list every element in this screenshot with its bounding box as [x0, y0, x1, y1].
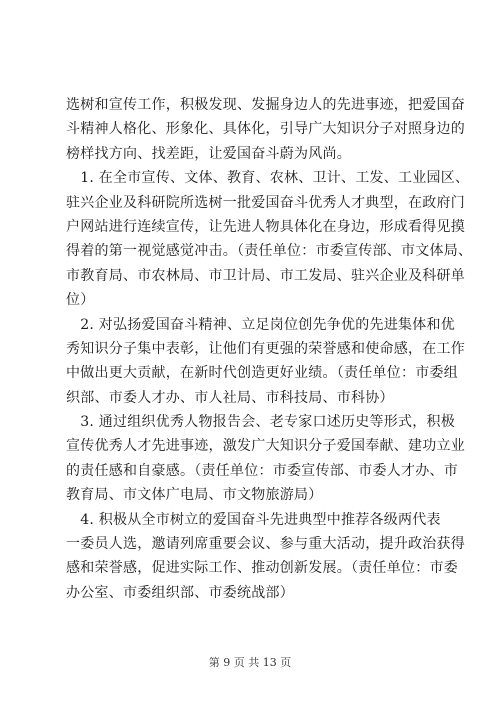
text-line: 驻兴企业及科研院所选树一批爱国奋斗优秀人才典型，在政府门 [66, 194, 465, 211]
text-line: 4. 积极从全市树立的爱国奋斗先进典型中推荐各级两代表 [66, 511, 441, 528]
page-number-footer: 第 9 页 共 13 页 [208, 656, 292, 669]
document-body [66, 93, 473, 605]
text-line: 教育局、市文体广电局、市文物旅游局） [66, 487, 323, 504]
text-line: 户网站进行连续宣传，让先进人物具体化在身边，形成看得见摸 [66, 218, 465, 235]
text-line: 宣传优秀人才先进事迹，激发广大知识分子爱国奉献、建功立业 [66, 438, 465, 455]
text-line: 秀知识分子集中表彰，让他们有更强的荣誉感和使命感，在工作 [66, 340, 465, 357]
text-line: 一委员人选，邀请列席重要会议、参与重大活动，提升政治获得 [66, 536, 465, 553]
text-line: 的责任感和自豪感。（责任单位：市委宣传部、市委人才办、市 [66, 462, 458, 479]
text-line: 位） [66, 292, 95, 309]
text-line: 中做出更大贡献，在新时代创造更好业绩。（责任单位：市委组 [66, 365, 458, 382]
text-line: 1. 在全市宣传、文体、教育、农林、卫计、工发、工业园区、 [66, 170, 470, 187]
text-line: 市教育局、市农林局、市卫计局、市工发局、驻兴企业及科研单 [66, 267, 465, 284]
text-line: 织部、市委人才办、市人社局、市科技局、市科协） [66, 389, 394, 406]
text-line: 榜样找方向、找差距，让爱国奋斗蔚为风尚。 [66, 145, 351, 162]
text-line: 得着的第一视觉感觉冲击。（责任单位：市委宣传部、市文体局、 [66, 243, 473, 260]
text-line: 感和荣誉感，促进实际工作、推动创新发展。（责任单位：市委 [66, 560, 458, 577]
text-line: 斗精神人格化、形象化、具体化，引导广大知识分子对照身边的 [66, 121, 465, 138]
text-line: 选树和宣传工作，积极发现、发掘身边人的先进事迹，把爱国奋 [66, 97, 465, 113]
text-line: 办公室、市委组织部、市委统战部） [66, 584, 294, 601]
text-line: 3. 通过组织优秀人物报告会、老专家口述历史等形式，积极 [66, 414, 456, 431]
text-line: 2. 对弘扬爱国奋斗精神、立足岗位创先争优的先进集体和优 [66, 316, 456, 333]
